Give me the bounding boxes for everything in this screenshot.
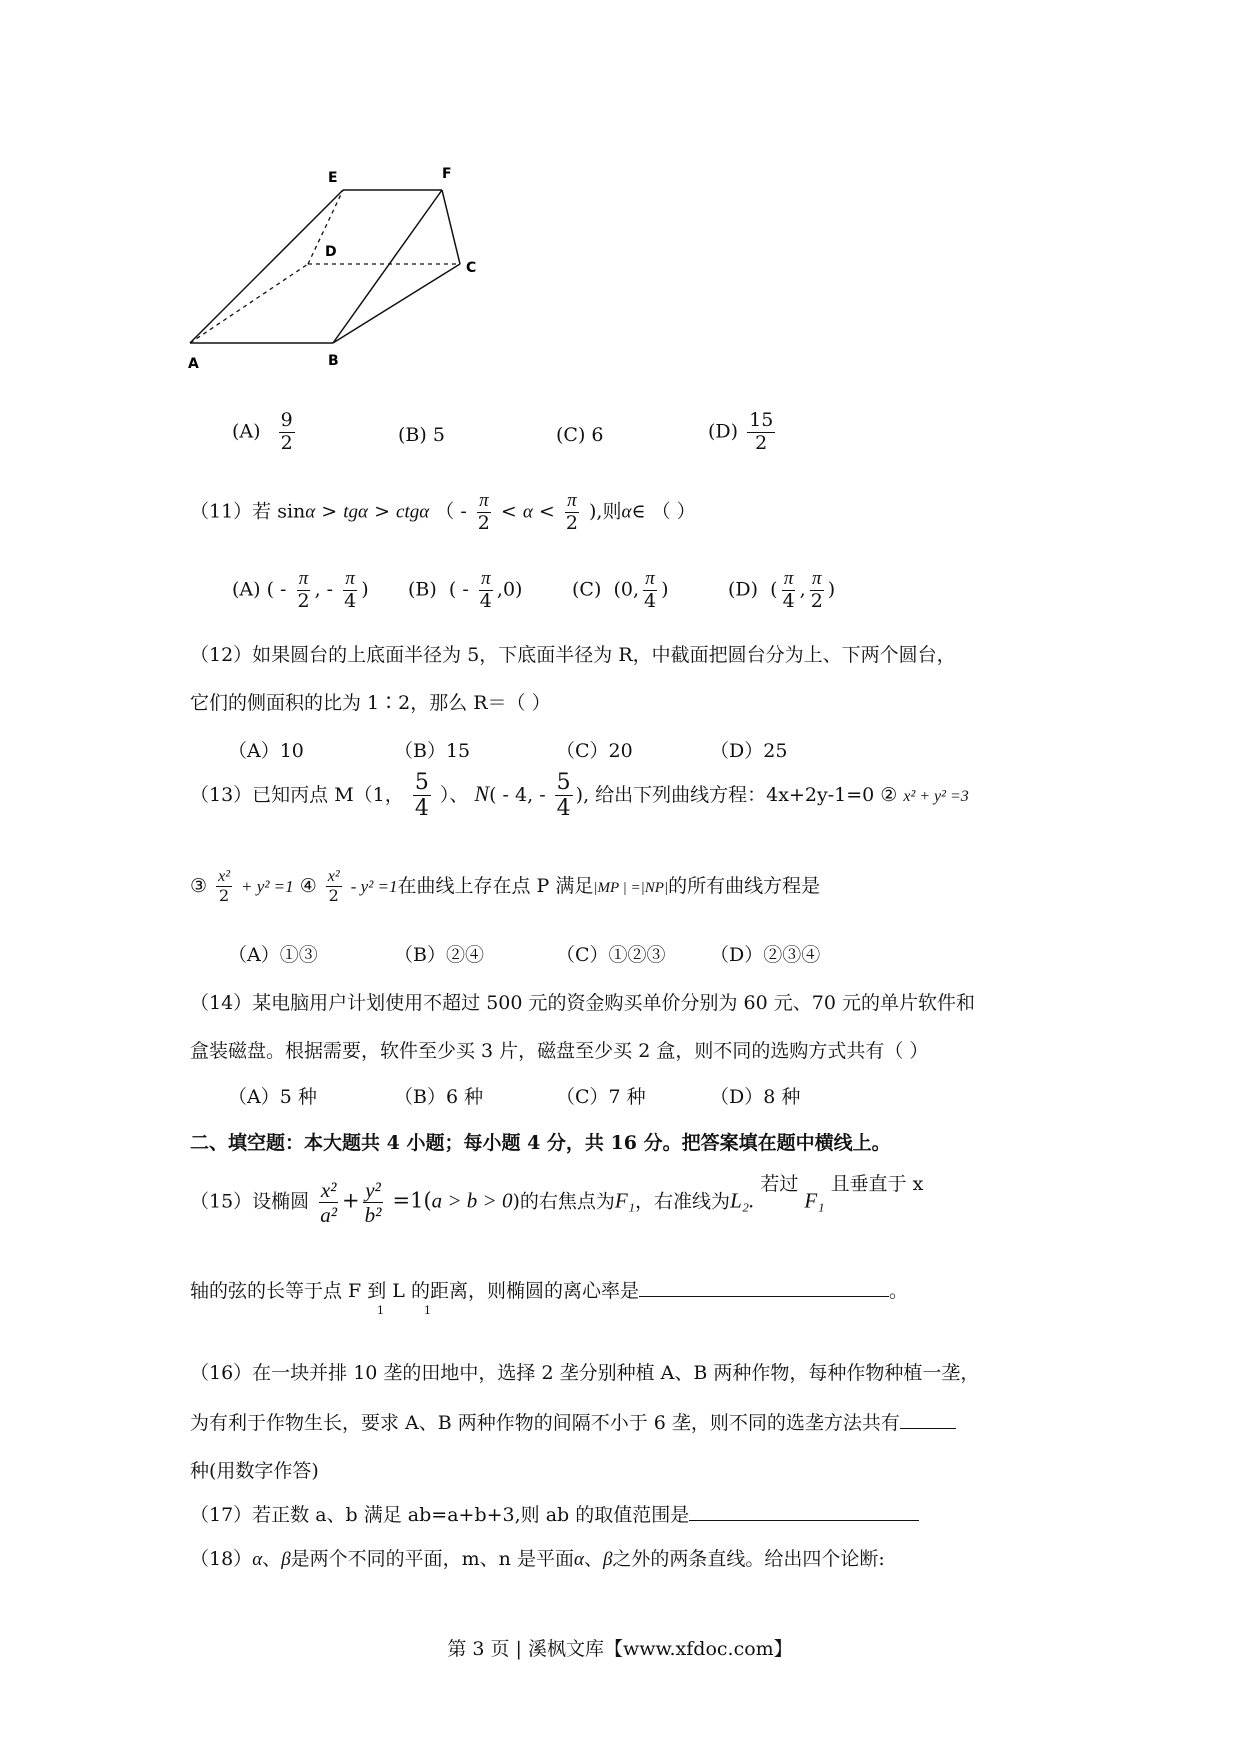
q13-option-a: （A）①③ [228, 944, 318, 966]
q14-option-b: （B）6 种 [394, 1086, 484, 1108]
q14-option-a: （A）5 种 [228, 1086, 317, 1108]
q12-option-d: （D）25 [710, 740, 788, 762]
q11-option-d: (D) ( $\frac{\pi}{4}$ , $\frac{\pi}{2}$ ) [728, 568, 836, 612]
q13-option-b: （B）②④ [394, 944, 484, 966]
vertex-label-c: C [466, 260, 477, 276]
section2-title: 二、填空题：本大题共 4 小题；每小题 4 分，共 16 分。把答案填在题中横线上。 [190, 1132, 891, 1154]
q15-answer-blank[interactable] [639, 1278, 889, 1297]
vertex-label-f: F [442, 166, 452, 182]
q11-stem: （11）若 sinα > tgα > ctgα （ - $\frac{\pi}{2}$ < α < $\frac{\pi}{2}$ ),则α∈ （ ） [190, 490, 696, 534]
q17-answer-blank[interactable] [689, 1502, 919, 1521]
q15-sub-l: 1 [424, 1304, 431, 1317]
q13-option-d: （D）②③④ [710, 944, 821, 966]
q18-line: （18）α、β是两个不同的平面，m、n 是平面α、β之外的两条直线。给出四个论断: [190, 1548, 885, 1570]
q15-line2: 轴的弦的长等于点 F 到 L 的距离，则椭圆的离心率是 。 [190, 1280, 908, 1302]
q14-option-d: （D）8 种 [710, 1086, 801, 1108]
q14-option-c: （C）7 种 [556, 1086, 646, 1108]
q12-option-a: （A）10 [228, 740, 304, 762]
vertex-label-e: E [328, 170, 338, 186]
q12-option-c: （C）20 [556, 740, 633, 762]
prism-figure [180, 160, 480, 380]
q14-line2: 盒装磁盘。根据需要，软件至少买 3 片，磁盘至少买 2 盒，则不同的选购方式共有（ ） [190, 1040, 929, 1062]
q16-answer-blank[interactable] [900, 1410, 956, 1429]
q13-option-c: （C）①②③ [556, 944, 666, 966]
q12-option-b: （B）15 [394, 740, 471, 762]
q13-line2: ③ $\frac{\text{x²}}{2}$ + y² =1 ④ $\frac{\text{x²}}{2}$ - y² =1在曲线上存在点 P 满足|MP | =|NP|的所有曲线方程是 [190, 868, 821, 906]
vertex-label-d: D [325, 244, 337, 260]
vertex-label-b: B [328, 353, 339, 369]
q14-line1: （14）某电脑用户计划使用不超过 500 元的资金购买单价分别为 60 元、70 元的单片软件和 [190, 992, 975, 1014]
q11-option-a: (A) ( - $\frac{\pi}{2}$ , - $\frac{\pi}{4}$ ) [232, 568, 369, 612]
page-footer: 第 3 页 | 溪枫文库【www.xfdoc.com】 [447, 1638, 793, 1660]
q16-line3: 种(用数字作答) [190, 1460, 319, 1482]
q13-line1: （13）已知丙点 M（1， $\frac{5}{4}$ ）、 N( - 4, - $\frac{5}{4}$ ), 给出下列曲线方程：4x+2y-1=0 ② x² + y² =3 [190, 770, 969, 822]
q12-line2: 它们的侧面积的比为 1∶2，那么 R＝（ ） [190, 692, 551, 714]
q11-option-b: (B) ( - $\frac{\pi}{4}$ ,0) [408, 568, 523, 612]
q16-line1: （16）在一块并排 10 垄的田地中，选择 2 垄分别种植 A、B 两种作物，每种作物种植一垄， [190, 1362, 980, 1384]
q10-option-d: (D) $\frac{15}{2}$ [708, 409, 774, 454]
q10-option-c: (C) 6 [556, 424, 604, 446]
q10-option-b: (B) 5 [398, 424, 445, 446]
q15-line1: （15）设椭圆 $\frac{\text{x²}}{\text{a²}}$ + $\frac{\text{y²}}{\text{b²}}$ =1(a > b > 0)的右焦点为F₁，右准线为L₂. 若过 F₁ 且垂直于 x [190, 1172, 924, 1228]
q17-line: （17）若正数 a、b 满足 ab=a+b+3,则 ab 的取值范围是 [190, 1500, 919, 1527]
q11-option-c: (C) (0, $\frac{\pi}{4}$ ) [572, 568, 669, 612]
q15-sub-f: 1 [377, 1304, 384, 1317]
vertex-label-a: A [188, 356, 199, 372]
q10-option-a: (A) $\frac{9}{2}$ [232, 409, 293, 454]
q16-line2: 为有利于作物生长，要求 A、B 两种作物的间隔不小于 6 垄，则不同的选垄方法共有 [190, 1408, 956, 1435]
q12-line1: （12）如果圆台的上底面半径为 5，下底面半径为 R，中截面把圆台分为上、下两个圆台， [190, 644, 956, 666]
